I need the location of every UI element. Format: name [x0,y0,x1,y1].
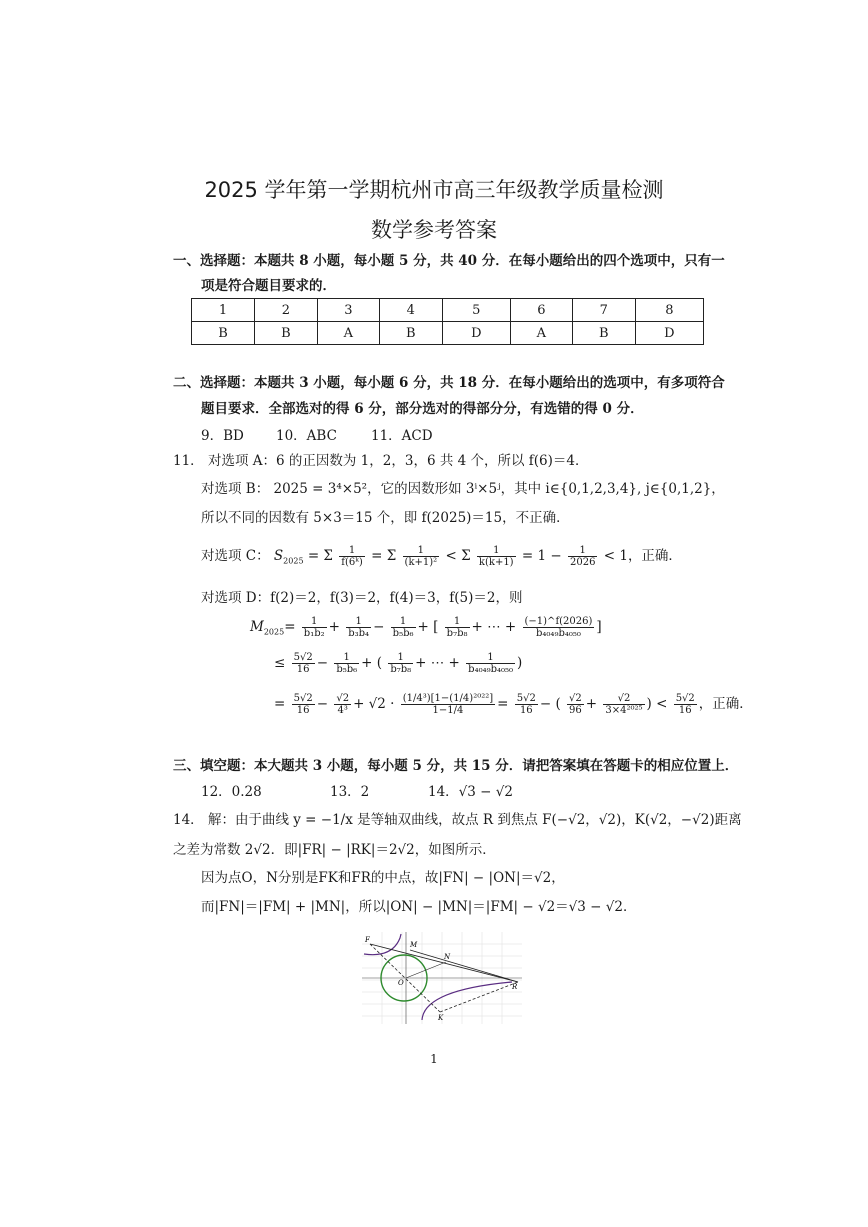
q14-line3: 因为点O，N分别是FK和FR的中点，故|FN| − |ON|＝√2， [201,870,565,886]
table-cell: D [635,322,703,345]
hyperbola-branch-lower [422,982,512,1020]
section1-heading: 一、选择题：本题共 8 小题，每小题 5 分，共 40 分．在每小题给出的四个选项中，只有一 [173,253,725,269]
fraction: $\frac{1}{\text{(k+1)²}}$ [404,545,438,568]
formula-text: = 1 − [521,548,562,564]
label-R: R [512,983,518,991]
q11-d-formula-2: ≤ $\frac{5√2}{16}$ − $\frac{1}{\text{b₅b₆}}$ + ( $\frac{1}{\text{b₇b₈}}$ + ⋯ + $\frac{1}{\text{b₄₀₄₉b₄₀₅₀}}$ ) [274,652,523,675]
q11-option-c-tail: ，正确． [627,548,682,564]
q11-d-formula-3: = $\frac{5√2}{16}$ − $\frac{√2}{\text{4³}}$ + √2 · $\frac{\text{(1/4³)[1−(1/4)²⁰²²]}}{1-1/4}$ = $\frac{5√2}{16}$ − ( $\frac{√2}{96}$ + $\frac{√2}{\text{3×4²⁰²⁵}}$ ) < $\frac{5√2}{16}$ ，正确． [274,693,753,716]
table-row-numbers [192,299,704,322]
formula-text: < 1 [603,548,628,564]
section1-heading-cont: 项是符合题目要求的． [201,278,336,294]
answer-12: 12．0.28 [201,784,262,800]
line-ON [406,962,446,978]
q11-option-d-line1: 对选项 D：f(2)＝2，f(3)＝2，f(4)＝3，f(5)＝2，则 [201,590,523,606]
label-K: K [438,1014,444,1022]
q14-line2: 之差为常数 2√2．即|FR| − |RK|＝2√2，如图所示． [173,842,496,858]
q11-option-d-tail: ，正确． [698,696,753,712]
table-cell: 5 [442,299,510,322]
table-cell: 2 [254,299,317,322]
table-cell: 7 [572,299,635,322]
table-cell: 6 [510,299,572,322]
label-O: O [398,979,404,987]
table-cell: D [442,322,510,345]
table-cell: A [510,322,572,345]
table-row-answers [192,322,704,345]
answer-10: 10．ABC [276,428,337,444]
table-cell: 1 [192,299,255,322]
page-title: 2025 学年第一学期杭州市高三年级教学质量检测 [204,178,664,202]
label-M: M [410,941,418,949]
table-cell: 4 [379,299,442,322]
q14-line1: 14． 解：由于曲线 y = −1/x 是等轴双曲线，故点 R 到焦点 F(−√2，√2)，K(√2，−√2)距离 [173,812,742,828]
q11-option-b-line1: 对选项 B： 2025 = 3⁴×5²，它的因数形如 3ⁱ×5ʲ，其中 i∈{0,1,2,3,4}, j∈{0,1,2}， [201,481,725,497]
section2-heading: 二、选择题：本题共 3 小题，每小题 6 分，共 18 分．在每小题给出的选项中，有多项符合 [173,375,725,391]
q11-option-a: 11． 对选项 A：6 的正因数为 1，2，3，6 共 4 个，所以 f(6)＝4． [173,453,589,469]
formula-text: = Σ [371,548,397,564]
page-subtitle: 数学参考答案 [371,218,497,242]
table-cell: A [317,322,379,345]
label-F: F [365,936,370,944]
page-number: 1 [430,1052,438,1066]
answer-9: 9．BD [201,428,244,444]
q11-option-c: 对选项 C： $S_{2025} = \Sigma$ $\frac{1}{\text{f(6ᵏ)}}$ = Σ $\frac{1}{\text{(k+1)²}}$ < Σ $\frac{1}{k(k+1)}$ = 1 − $\frac{1}{2026}$ < 1，正确． [201,545,682,568]
table-cell: B [572,322,635,345]
formula-text: = Σ [307,548,333,564]
q11-d-formula-1: $M_{2025}=$ $\frac{1}{\text{b₁b₂}}$ + $\frac{1}{\text{b₃b₄}}$ − $\frac{1}{\text{b₅b₆}}$ + [ $\frac{1}{\text{b₇b₈}}$ + ⋯ + $\frac{(-1)\^{}f(2026)}{\text{b₄₀₄₉b₄₀₅₀}}$ ] [250,616,602,639]
label-N: N [444,953,451,961]
section2-heading-cont: 题目要求．全部选对的得 6 分，部分选对的得部分分，有选错的得 0 分． [201,401,644,417]
table-cell: 8 [635,299,703,322]
hyperbola-figure [362,932,522,1024]
fraction: $\frac{1}{\text{f(6ᵏ)}}$ [341,545,363,568]
answer-13: 13．2 [330,784,370,800]
table-cell: B [254,322,317,345]
table-cell: 3 [317,299,379,322]
q14-line4: 而|FN|＝|FM| + |MN|，所以|ON| − |MN|＝|FM| − √2＝√3 − √2． [201,899,637,915]
q11-option-c-label: 对选项 C： [201,548,270,564]
formula-text: < Σ [445,548,471,564]
q11-option-b-line2: 所以不同的因数有 5×3＝15 个，即 f(2025)＝15，不正确． [201,510,570,526]
table-cell: B [192,322,255,345]
answer-14: 14．√3 − √2 [428,784,513,800]
section3-heading: 三、填空题：本大题共 3 小题，每小题 5 分，共 15 分．请把答案填在答题卡的相应位置上． [173,758,739,774]
table-cell: B [379,322,442,345]
fraction: $\frac{1}{k(k+1)}$ [478,545,514,568]
answer-table [191,298,704,345]
answer-11: 11．ACD [371,428,433,444]
fraction: $\frac{1}{2026}$ [569,545,596,568]
formula-text: S [273,548,284,564]
